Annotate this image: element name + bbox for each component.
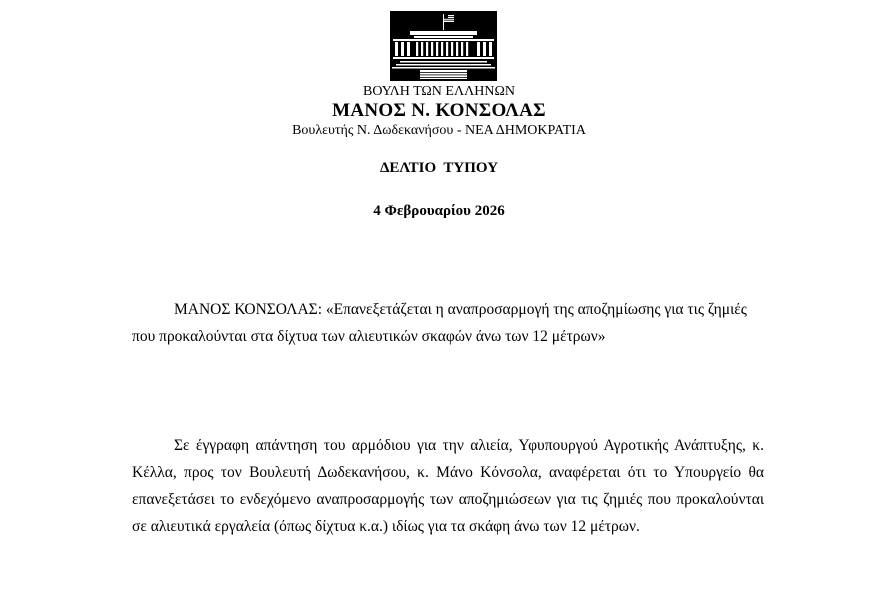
- parliament-building-icon: [390, 11, 497, 81]
- press-headline: ΜΑΝΟΣ ΚΟΝΣΟΛΑΣ: «Επανεξετάζεται η αναπροσαρμογή της αποζημίωσης για τις ζημιές που προκαλούνται στα δίχτυα των αλιευτικών σκαφών άνω των 12 μέτρων»: [132, 301, 747, 345]
- parliament-name: ΒΟΥΛΗ ΤΩΝ ΕΛΛΗΝΩΝ: [363, 84, 515, 99]
- document-title: ΔΕΛΤΙΟ ΤΥΠΟΥ: [379, 160, 499, 176]
- document-date: 4 Φεβρουαρίου 2026: [373, 203, 505, 219]
- mp-name: ΜΑΝΟΣ Ν. ΚΟΝΣΟΛΑΣ: [332, 100, 546, 121]
- mp-role: Βουλευτής Ν. Δωδεκανήσου - ΝΕΑ ΔΗΜΟΚΡΑΤΙΑ: [292, 123, 586, 138]
- body-paragraph: Σε έγγραφη απάντηση του αρμόδιου για την αλιεία, Υφυπουργού Αγροτικής Ανάπτυξης, κ. Κέλλα, προς τον Βουλευτή Δωδεκανήσου, κ. Μάνο Κόνσολα, αναφέρεται ότι το Υπουργείο θα επανεξετάσει το ενδεχόμενο αναπροσαρμογής των αποζημιώσεων για τις ζημιές που προκαλούνται σε αλιευτικά εργαλεία (όπως δίχτυα κ.α.) ιδίως για τα σκάφη άνω των 12 μέτρων.: [132, 437, 764, 535]
